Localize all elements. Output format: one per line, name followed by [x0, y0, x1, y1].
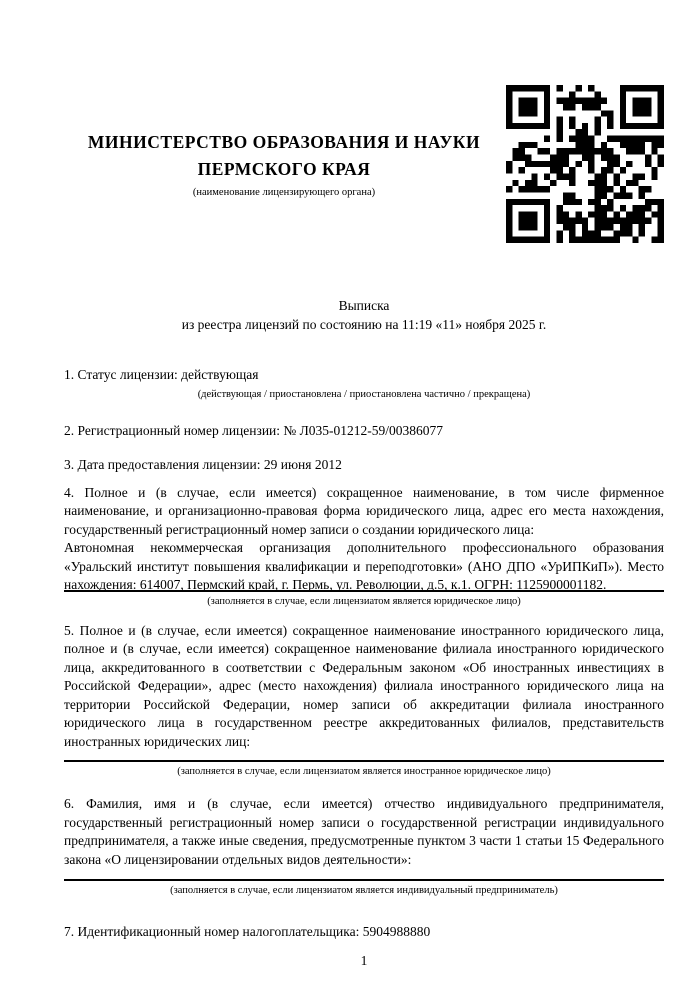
item-7-taxpayer-number: 7. Идентификационный номер налогоплательщика: 5904988880	[64, 924, 431, 939]
entrepreneur-field-rule	[64, 879, 664, 881]
foreign-entity-caption: (заполняется в случае, если лицензиатом является иностранное юридическое лицо)	[177, 766, 551, 777]
licensing-authority	[64, 129, 504, 199]
item-4-legal-entity-info: 4. Полное и (в случае, если имеется) сокращенное наименование, в том числе фирменное наименование, и организационно-правовая форма юридического лица, адрес его места нахождения, государственный регистрационный номер записи о создании юридического лица:	[64, 484, 664, 537]
item-2-registration-number: 2. Регистрационный номер лицензии: № Л035-01212-59/00386077	[64, 422, 444, 438]
document-title	[64, 297, 664, 334]
page-number: 1	[360, 952, 368, 968]
document-title-line2: из реестра лицензий по состоянию на 11:19 «11» ноября 2025 г.	[181, 316, 547, 332]
ministry-name-line2: ПЕРМСКОГО КРАЯ	[197, 159, 371, 179]
document-header	[64, 0, 664, 237]
item-6-entrepreneur-info: 6. Фамилия, имя и (в случае, если имеется) отчество индивидуального предпринимателя, государственный регистрационный номер записи о государственной регистрации индивидуального предпринимателя, а также иные сведения, предусмотренные пунктом 3 части 1 статьи 15 Федерального закона «О лицензировании отдельных видов деятельности»:	[64, 796, 664, 867]
document-title-line1: Выписка	[338, 298, 390, 313]
item-1-license-status: 1. Статус лицензии: действующая	[64, 367, 259, 382]
item-5-foreign-entity-info: 5. Полное и (в случае, если имеется) сокращенное наименование иностранного юридического лица, полное и (в случае, если имеется) сокращенное наименование филиала иностранного юридического лица, аккредитованного в соответствии с Федеральным законом «Об иностранных инвестициях в Российской Федерации», адрес (место нахождения) филиала иностранного юридического лица на территории Российской Федерации, номер записи об аккредитации филиала иностранного юридического лица в государственном реестре аккредитованных филиалов, представительств иностранных юридических лиц:	[64, 622, 664, 749]
legal-entity-value: Автономная некоммерческая организация дополнительного профессионального образования «Уральский институт повышения квалификации и переподготовки» (АНО ДПО «УрИПКиП»). Место нахождения: 614007, Пермский край, г. Пермь, ул. Революции, д.5, к.1. ОГРН: 1125900001182.	[64, 540, 664, 592]
item-3-grant-date: 3. Дата предоставления лицензии: 29 июня 2012	[64, 457, 342, 472]
legal-entity-caption: (заполняется в случае, если лицензиатом является юридическое лицо)	[207, 595, 521, 607]
foreign-entity-field-rule	[64, 760, 664, 762]
license-status-options-caption: (действующая / приостановлена / приостановлена частично / прекращена)	[197, 388, 531, 400]
ministry-name-line1: МИНИСТЕРСТВО ОБРАЗОВАНИЯ И НАУКИ	[87, 132, 481, 152]
qr-code	[506, 85, 664, 243]
licensing-authority-caption: (наименование лицензирующего органа)	[192, 187, 376, 198]
entrepreneur-caption: (заполняется в случае, если лицензиатом является индивидуальный предприниматель)	[170, 885, 558, 896]
